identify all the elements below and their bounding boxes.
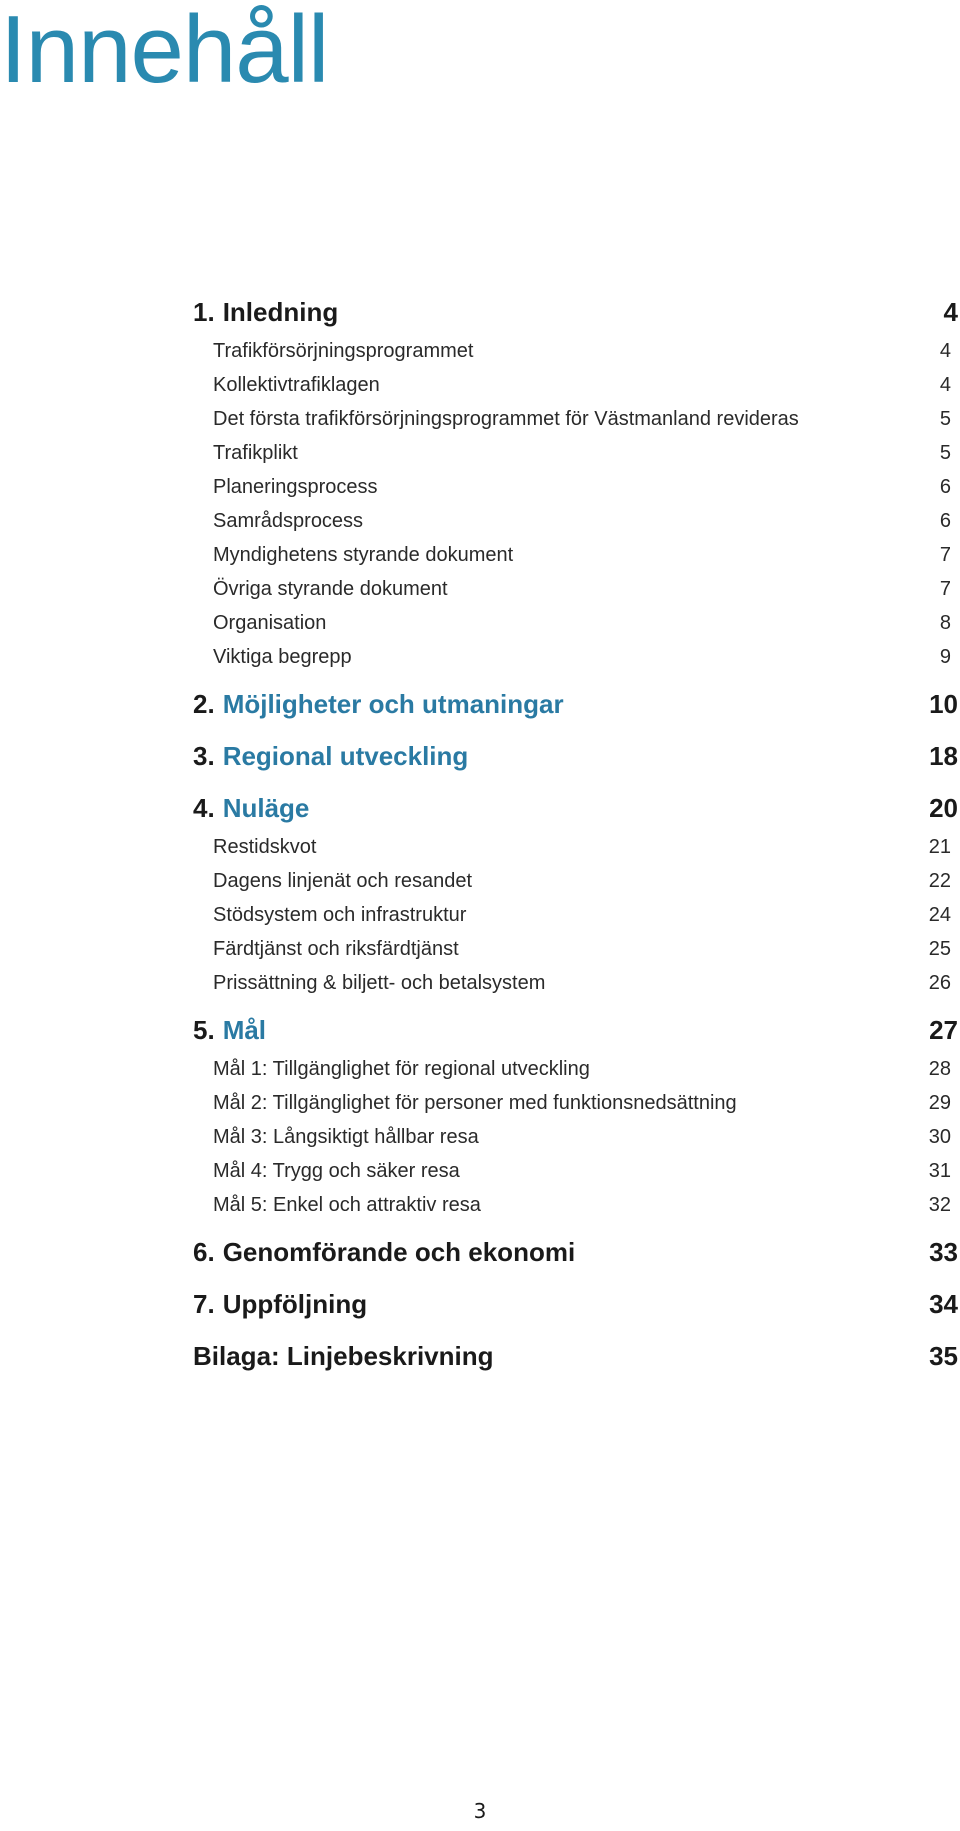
toc-item-page: 7 (939, 544, 951, 566)
toc-heading[interactable] (193, 290, 958, 334)
toc-item-label: Myndighetens styrande dokument (213, 544, 514, 566)
toc-item-label: Trafikförsörjningsprogrammet (213, 340, 474, 362)
toc-item-label: Mål 1: Tillgänglighet för regional utveckling (213, 1058, 590, 1080)
toc-heading-page: 35 (929, 1341, 958, 1371)
toc-item-label: Trafikplikt (213, 442, 298, 464)
toc-item[interactable] (193, 1086, 958, 1120)
toc-heading[interactable] (193, 734, 958, 778)
toc-heading-text: Nuläge (222, 793, 310, 823)
toc-item-page: 7 (939, 578, 951, 600)
toc-item-label: Viktiga begrepp (213, 646, 352, 668)
toc-heading[interactable] (193, 1230, 958, 1274)
toc-item[interactable] (193, 640, 958, 674)
toc-item-page: 4 (939, 340, 951, 362)
toc-heading-number: 7. (193, 1289, 215, 1319)
toc-item[interactable] (193, 966, 958, 1000)
toc-item[interactable] (193, 402, 958, 436)
toc-section-appendix (193, 1334, 958, 1378)
toc-heading-text: Uppföljning (222, 1289, 368, 1319)
toc-item-label: Organisation (213, 612, 327, 634)
toc-heading-label (193, 1282, 367, 1326)
toc-item[interactable] (193, 1052, 958, 1086)
toc-heading-number: 6. (193, 1237, 215, 1267)
toc-subitems (193, 830, 958, 1000)
toc-heading-text: Inledning (222, 297, 339, 327)
toc-section-3 (193, 734, 958, 786)
toc-item-label: Färdtjänst och riksfärdtjänst (213, 938, 459, 960)
toc-item-label: Prissättning & biljett- och betalsystem (213, 972, 546, 994)
toc-item-page: 26 (928, 972, 951, 994)
toc-item-page: 8 (939, 612, 951, 634)
toc-item-page: 28 (928, 1058, 951, 1080)
toc-item-page: 6 (939, 476, 951, 498)
toc-heading-label (193, 1230, 575, 1274)
toc-item-label: Det första trafikförsörjningsprogrammet för Västmanland revideras (213, 408, 799, 430)
toc-heading-page: 27 (929, 1015, 958, 1045)
toc-heading-number: 4. (193, 793, 215, 823)
toc-item-page: 21 (928, 836, 951, 858)
toc-item-page: 29 (928, 1092, 951, 1114)
toc-item-label: Mål 3: Långsiktigt hållbar resa (213, 1126, 479, 1148)
toc-item-page: 25 (928, 938, 951, 960)
toc-heading-label (193, 786, 309, 830)
toc-item-page: 30 (928, 1126, 951, 1148)
toc-heading-page: 18 (929, 741, 958, 771)
toc-item-page: 24 (928, 904, 951, 926)
toc-heading-number: 2. (193, 689, 215, 719)
table-of-contents (193, 290, 958, 1378)
toc-item[interactable] (193, 538, 958, 572)
toc-section-4 (193, 786, 958, 1000)
toc-item[interactable] (193, 1188, 958, 1222)
toc-heading-text: Mål (222, 1015, 267, 1045)
toc-section-2 (193, 682, 958, 734)
toc-heading[interactable] (193, 1282, 958, 1326)
toc-item-page: 22 (928, 870, 951, 892)
toc-heading[interactable] (193, 682, 958, 726)
toc-heading-page: 34 (929, 1289, 958, 1319)
toc-heading-label (193, 290, 338, 334)
toc-item-label: Mål 5: Enkel och attraktiv resa (213, 1194, 481, 1216)
toc-item-page: 9 (939, 646, 951, 668)
page-number: 3 (473, 1799, 487, 1823)
toc-item[interactable] (193, 932, 958, 966)
toc-item-label: Mål 2: Tillgänglighet för personer med funktionsnedsättning (213, 1092, 737, 1114)
toc-item-label: Planeringsprocess (213, 476, 378, 498)
toc-item[interactable] (193, 1120, 958, 1154)
toc-heading-text: Genomförande och ekonomi (222, 1237, 576, 1267)
toc-heading-page: 20 (929, 793, 958, 823)
toc-heading-label (193, 1008, 266, 1052)
toc-item[interactable] (193, 864, 958, 898)
toc-item[interactable] (193, 572, 958, 606)
toc-heading[interactable] (193, 1008, 958, 1052)
toc-item[interactable] (193, 504, 958, 538)
toc-item-page: 31 (928, 1160, 951, 1182)
toc-item-label: Samrådsprocess (213, 510, 364, 532)
toc-section-7 (193, 1282, 958, 1334)
toc-heading-number: 5. (193, 1015, 215, 1045)
toc-heading-page: 10 (929, 689, 958, 719)
toc-heading-text: Bilaga: Linjebeskrivning (193, 1341, 494, 1371)
toc-item-label: Dagens linjenät och resandet (213, 870, 473, 892)
toc-heading[interactable] (193, 1334, 958, 1378)
toc-item-label: Mål 4: Trygg och säker resa (213, 1160, 460, 1182)
toc-item[interactable] (193, 898, 958, 932)
toc-subitems (193, 334, 958, 674)
toc-heading-label (193, 734, 468, 778)
toc-heading[interactable] (193, 786, 958, 830)
toc-item[interactable] (193, 606, 958, 640)
toc-item-label: Stödsystem och infrastruktur (213, 904, 467, 926)
toc-item[interactable] (193, 1154, 958, 1188)
toc-item-page: 5 (939, 408, 951, 430)
toc-section-6 (193, 1230, 958, 1282)
toc-item-page: 6 (939, 510, 951, 532)
toc-subitems (193, 1052, 958, 1222)
toc-heading-label (193, 1334, 494, 1378)
page-title: Innehåll (0, 0, 329, 103)
toc-item[interactable] (193, 334, 958, 368)
toc-item-label: Övriga styrande dokument (213, 578, 448, 600)
toc-section-5 (193, 1008, 958, 1222)
toc-item[interactable] (193, 368, 958, 402)
toc-item[interactable] (193, 436, 958, 470)
toc-heading-number: 3. (193, 741, 215, 771)
toc-item-page: 32 (928, 1194, 951, 1216)
toc-heading-text: Möjligheter och utmaningar (222, 689, 564, 719)
toc-heading-label (193, 682, 564, 726)
toc-heading-page: 4 (943, 297, 958, 327)
toc-heading-page: 33 (929, 1237, 958, 1267)
toc-heading-number: 1. (193, 297, 215, 327)
toc-item-page: 4 (939, 374, 951, 396)
toc-item-label: Kollektivtrafiklagen (213, 374, 380, 396)
toc-item[interactable] (193, 830, 958, 864)
toc-item-page: 5 (939, 442, 951, 464)
toc-section-1 (193, 290, 958, 674)
toc-heading-text: Regional utveckling (222, 741, 469, 771)
toc-item-label: Restidskvot (213, 836, 317, 858)
toc-item[interactable] (193, 470, 958, 504)
